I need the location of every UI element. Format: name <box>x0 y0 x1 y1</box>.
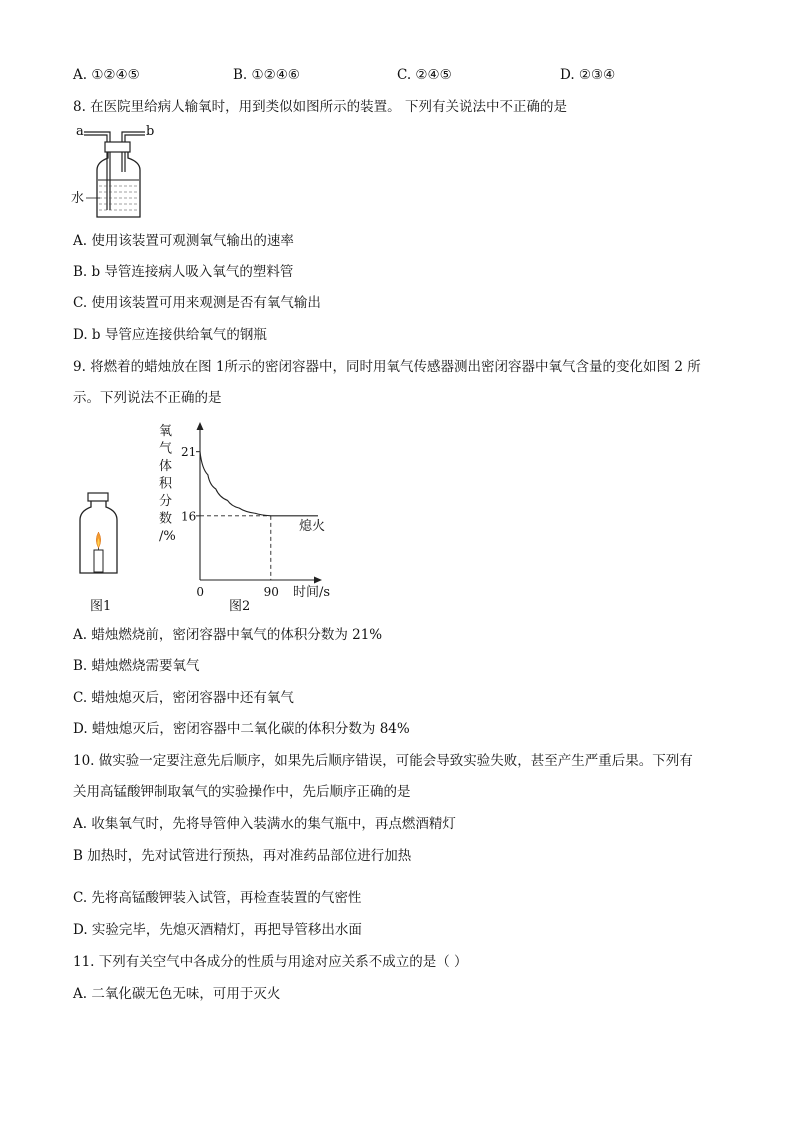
q9-option-b: B. 蜡烛燃烧需要氧气 <box>73 658 200 674</box>
q8-label-b: b <box>146 124 155 139</box>
q9-fig2-caption: 图2 <box>229 599 251 614</box>
q10-option-c: C. 先将高锰酸钾装入试管，再检查装置的气密性 <box>73 890 362 906</box>
y-axis-label <box>159 424 176 544</box>
q10-option-b: B 加热时，先对试管进行预热，再对准药品部位进行加热 <box>73 848 412 864</box>
y-axis-arrow <box>197 422 204 430</box>
q11-option-a: A. 二氧化碳无色无味，可用于灭火 <box>73 986 281 1002</box>
q9-figure1-candle-jar <box>76 490 136 620</box>
y-tick-label: 21 <box>181 445 197 460</box>
y-axis-label-char: 气 <box>159 441 173 457</box>
q9-stem-line1: 9. 将燃着的蜡烛放在图 1所示的密闭容器中，同时用氧气传感器测出密闭容器中氧气含量的变化如图 2 所 <box>73 359 701 375</box>
q7-option-b: B. ①②④⑥ <box>233 67 300 83</box>
y-axis-label-char: 数 <box>159 511 173 527</box>
x-axis-arrow <box>314 577 322 584</box>
x-tick-label: 90 <box>263 585 279 599</box>
q7-option-d: D. ②③④ <box>560 67 616 83</box>
y-axis-label-char: 分 <box>159 494 173 509</box>
oxygen-curve <box>200 452 318 516</box>
q10-option-d: D. 实验完毕，先熄灭酒精灯，再把导管移出水面 <box>73 922 362 938</box>
q8-label-a: a <box>76 124 84 139</box>
q9-figure2-oxygen-chart <box>150 420 350 620</box>
q9-stem-line2: 示。下列说法不正确的是 <box>73 390 222 406</box>
q10-stem-line2: 关用高锰酸钾制取氧气的实验操作中，先后顺序正确的是 <box>73 784 411 800</box>
q8-stem: 8. 在医院里给病人输氧时，用到类似如图所示的装置。 下列有关说法中不正确的是 <box>73 99 567 115</box>
q8-gas-washing-bottle-figure <box>70 122 170 222</box>
x-axis-label: 时间/s <box>293 585 331 600</box>
q11-stem: 11. 下列有关空气中各成分的性质与用途对应关系不成立的是（ ） <box>73 954 468 970</box>
y-axis-label-char: /% <box>159 529 176 544</box>
q10-stem-line1: 10. 做实验一定要注意先后顺序，如果先后顺序错误，可能会导致实验失败，甚至产生严重后果。下列有 <box>73 753 693 769</box>
q8-label-water: 水 <box>71 191 85 206</box>
q8-option-a: A. 使用该装置可观测氧气输出的速率 <box>73 233 294 249</box>
q7-option-c: C. ②④⑤ <box>397 67 452 83</box>
q10-option-a: A. 收集氧气时，先将导管伸入装满水的集气瓶中，再点燃酒精灯 <box>73 816 456 832</box>
y-axis-label-char: 积 <box>159 476 173 492</box>
q9-option-a: A. 蜡烛燃烧前，密闭容器中氧气的体积分数为 21% <box>73 627 383 643</box>
q7-option-a: A. ①②④⑤ <box>73 67 140 83</box>
q8-option-c: C. 使用该装置可用来观测是否有氧气输出 <box>73 295 321 311</box>
y-axis-label-char: 氧 <box>159 424 173 439</box>
q9-option-c: C. 蜡烛熄灭后，密闭容器中还有氧气 <box>73 690 294 706</box>
q8-option-d: D. b 导管应连接供给氧气的钢瓶 <box>73 327 267 343</box>
q9-option-d: D. 蜡烛熄灭后，密闭容器中二氧化碳的体积分数为 84% <box>73 721 410 737</box>
y-tick-label: 16 <box>181 509 197 524</box>
q8-option-b: B. b 导管连接病人吸入氧气的塑料管 <box>73 264 294 280</box>
q9-fig1-caption: 图1 <box>90 599 112 614</box>
annotation-extinguished: 熄火 <box>299 519 326 534</box>
y-axis-label-char: 体 <box>159 459 173 474</box>
x-tick-label: 0 <box>196 585 205 599</box>
